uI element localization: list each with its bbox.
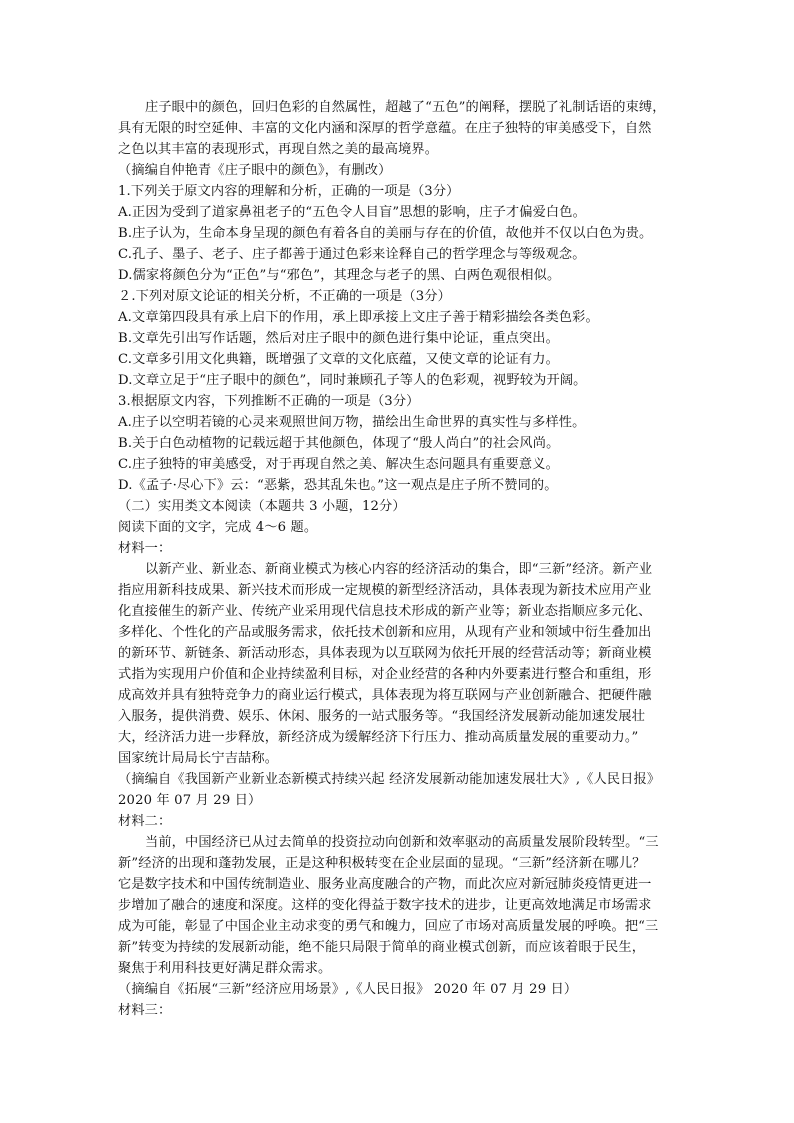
- material-line: 以新产业、新业态、新商业模式为核心内容的经济活动的集合，即“三新”经济。新产业: [145, 562, 653, 577]
- material-line: 式指为实现用户价值和企业持续盈利目标，对企业经营的各种内外要素进行整合和重组，形: [118, 667, 652, 682]
- option-c: C.孔子、墨子、老子、庄子都善于通过色彩来诠释自己的哲学理念与等级观念。: [118, 247, 586, 262]
- material-2: [118, 811, 678, 1000]
- question-1: [118, 181, 678, 286]
- option-b: B.关于白色动植物的记载远超于其他颜色，体现了“殷人尚白”的社会风尚。: [118, 436, 560, 451]
- option-d: D.儒家将颜色分为“正色”与“邪色”，其理念与老子的黑、白两色观很相似。: [118, 268, 561, 283]
- passage-1: [118, 97, 678, 181]
- material-label: 材料二：: [118, 814, 172, 829]
- question-2: [118, 286, 678, 391]
- material-line: 指应用新科技成果、新兴技术而形成一定规模的新型经济活动，具体表现为新技术应用产业: [118, 583, 652, 598]
- material-line: 大，经济活力进一步释放，新经济成为缓解经济下行压力、推动高质量发展的重要动力。”: [118, 730, 639, 745]
- passage-line: 庄子眼中的颜色，回归色彩的自然属性，超越了“五色”的阐释，摆脱了礼制话语的束缚，: [145, 100, 666, 115]
- option-c: C.文章多引用文化典籍，既增强了文章的文化底蕴，又使文章的论证有力。: [118, 352, 559, 367]
- material-line: 入服务，提供消费、娱乐、休闲、服务的一站式服务等。“我国经济发展新动能加速发展壮: [118, 709, 646, 724]
- section-instruction: 阅读下面的文字，完成 4～6 题。: [118, 520, 318, 535]
- source-citation: （摘编自仲艳青《庄子眼中的颜色》，有删改）: [118, 163, 392, 178]
- option-b: B.庄子认为，生命本身呈现的颜色有着各自的美丽与存在的价值，故他并不仅以白色为贵。: [118, 226, 653, 241]
- material-line: 新”经济的出现和蓬勃发展，正是这种积极转变在企业层面的显现。“三新”经济新在哪儿？: [118, 856, 646, 871]
- material-line: 国家统计局局长宁吉喆称。: [118, 751, 279, 766]
- option-c: C.庄子独特的审美感受，对于再现自然之美、解决生态问题具有重要意义。: [118, 457, 559, 472]
- source-citation: （摘编自《拓展“三新”经济应用场景》,《人民日报》 2020 年 07 月 29 日）: [118, 982, 578, 997]
- material-label: 材料一：: [118, 541, 172, 556]
- material-line: 多样化、个性化的产品或服务需求，依托技术创新和应用，从现有产业和领域中衍生叠加出: [118, 625, 652, 640]
- material-1: [118, 538, 678, 811]
- material-line: 它是数字技术和中国传统制造业、服务业高度融合的产物，而此次应对新冠肺炎疫情更进一: [118, 877, 652, 892]
- option-a: A.正因为受到了道家鼻祖老子的“五色令人目盲”思想的影响，庄子才偏爱白色。: [118, 205, 586, 220]
- material-line: 当前，中国经济已从过去简单的投资拉动向创新和效率驱动的高质量发展阶段转型。“三: [145, 835, 659, 850]
- question-stem: ２.下列对原文论证的相关分析，不正确的一项是（3分）: [118, 289, 451, 304]
- material-line: 聚焦于利用科技更好满足群众需求。: [118, 961, 332, 976]
- source-citation: 2020 年 07 月 29 日）: [118, 793, 262, 808]
- section-heading: （二）实用类文本阅读（本题共 3 小题，12分）: [118, 499, 406, 514]
- document-page: [118, 97, 678, 1021]
- source-citation: （摘编自《我国新产业新业态新模式持续兴起 经济发展新动能加速发展壮大》,《人民日报》: [118, 772, 661, 787]
- section-2: [118, 496, 678, 538]
- question-stem: 1.下列关于原文内容的理解和分析，正确的一项是（3分）: [118, 184, 460, 199]
- material-line: 的新环节、新链条、新活动形态，具体表现为以互联网为依托开展的经营活动等；新商业模: [118, 646, 652, 661]
- question-stem: 3.根据原文内容，下列推断不正确的一项是（3分）: [118, 394, 420, 409]
- option-d: D.《孟子·尽心下》云：“恶紫，恐其乱朱也。”这一观点是庄子所不赞同的。: [118, 478, 558, 493]
- question-3: [118, 391, 678, 496]
- option-a: A.庄子以空明若镜的心灵来观照世间万物，描绘出生命世界的真实性与多样性。: [118, 415, 586, 430]
- material-3: [118, 1000, 678, 1021]
- material-line: 步增加了融合的速度和深度。这样的变化得益于数字技术的进步，让更高效地满足市场需求: [118, 898, 652, 913]
- material-label: 材料三：: [118, 1003, 172, 1018]
- passage-line: 之色以其丰富的表现形式，再现自然之美的最高境界。: [118, 142, 439, 157]
- option-b: B.文章先引出写作话题，然后对庄子眼中的颜色进行集中论证，重点突出。: [118, 331, 559, 346]
- material-line: 新”转变为持续的发展新动能，绝不能只局限于简单的商业模式创新，而应该着眼于民生，: [118, 940, 646, 955]
- option-d: D.文章立足于“庄子眼中的颜色”，同时兼顾孔子等人的色彩观，视野较为开阔。: [118, 373, 587, 388]
- material-line: 成为可能，彰显了中国企业主动求变的勇气和魄力，回应了市场对高质量发展的呼唤。把“三: [118, 919, 659, 934]
- option-a: A.文章第四段具有承上启下的作用，承上即承接上文庄子善于精彩描绘各类色彩。: [118, 310, 599, 325]
- material-line: 化直接催生的新产业、传统产业采用现代信息技术形成的新产业等；新业态指顺应多元化、: [118, 604, 652, 619]
- passage-line: 具有无限的时空延伸、丰富的文化内涵和深厚的哲学意蕴。在庄子独特的审美感受下，自然: [118, 121, 652, 136]
- material-line: 成高效并具有独特竞争力的商业运行模式，具体表现为将互联网与产业创新融合、把硬件融: [118, 688, 652, 703]
